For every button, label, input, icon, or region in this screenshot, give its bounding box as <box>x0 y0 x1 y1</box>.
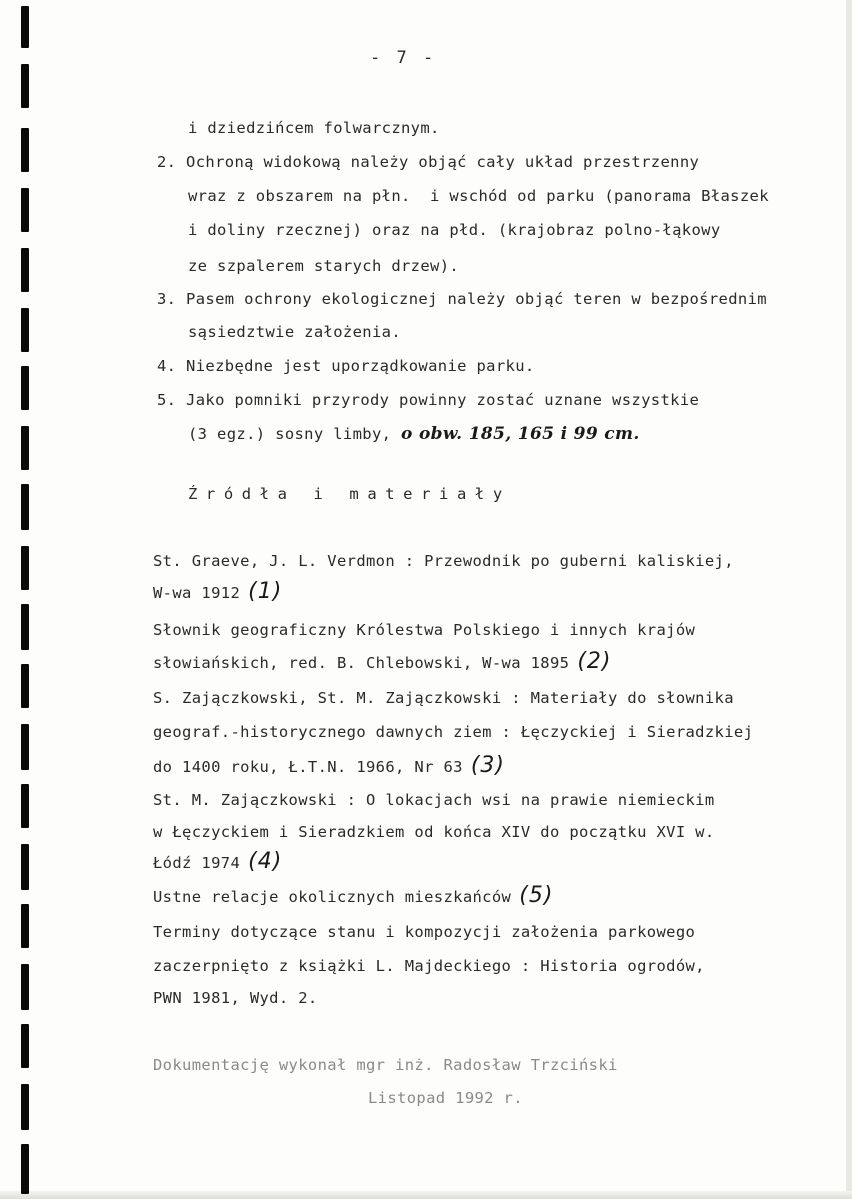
list-item-continuation: i dziedzińcem folwarcznym. <box>188 119 440 137</box>
binder-hole-mark <box>21 6 29 48</box>
binder-hole-mark <box>21 546 29 590</box>
page-edge-shadow <box>846 0 852 1199</box>
source-line: Słownik geograficzny Królestwa Polskiego i innych krajów <box>153 621 696 639</box>
list-item-3-line: sąsiedztwie założenia. <box>188 323 401 341</box>
handwritten-reference: (2) <box>577 649 612 674</box>
source-line: w Łęczyckiem i Sieradzkiem od końca XIV do początku XVI w. <box>153 823 715 841</box>
binder-hole-mark <box>21 664 29 708</box>
source-text: Łódź 1974 <box>153 854 241 872</box>
source-text: W-wa 1912 <box>153 584 241 602</box>
list-item-2-line: ze szpalerem starych drzew). <box>188 257 460 275</box>
binder-hole-mark <box>21 128 29 172</box>
author-credit: Dokumentację wykonał mgr inż. Radosław Trzciński <box>153 1056 618 1074</box>
handwritten-reference: (1) <box>248 579 283 604</box>
binder-hole-mark <box>21 1024 29 1068</box>
page-bottom-edge <box>0 1191 852 1199</box>
source-text: do 1400 roku, Ł.T.N. 1966, Nr 63 <box>153 758 463 776</box>
list-item-4: 4. Niezbędne jest uporządkowanie parku. <box>157 357 535 375</box>
document-date: Listopad 1992 r. <box>368 1089 523 1107</box>
list-item-5: 5. Jako pomniki przyrody powinny zostać uznane wszystkie <box>157 391 700 409</box>
handwritten-annotation: o obw. 185, 165 i 99 cm. <box>401 424 640 444</box>
handwritten-reference: (5) <box>519 883 554 908</box>
handwritten-reference: (3) <box>470 753 505 778</box>
binder-hole-mark <box>21 844 29 890</box>
list-item-3: 3. Pasem ochrony ekologicznej należy objąć teren w bezpośrednim <box>157 290 767 308</box>
source-line: S. Zajączkowski, St. M. Zajączkowski : Materiały do słownika <box>153 689 734 707</box>
source-line: geograf.-historycznego dawnych ziem : Łęczyckiej i Sieradzkiej <box>153 723 754 741</box>
binder-hole-mark <box>21 308 29 352</box>
source-line <box>153 849 283 874</box>
source-line: St. Graeve, J. L. Verdmon : Przewodnik po guberni kaliskiej, <box>153 552 734 570</box>
source-line: zaczerpnięto z książki L. Majdeckiego : Historia ogrodów, <box>153 957 705 975</box>
list-item-2-line: i doliny rzecznej) oraz na płd. (krajobraz polno-łąkowy <box>188 221 721 239</box>
binder-hole-mark <box>21 484 29 530</box>
source-line <box>153 883 554 908</box>
binder-hole-mark <box>21 248 29 292</box>
binder-hole-mark <box>21 784 29 828</box>
source-line: Terminy dotyczące stanu i kompozycji założenia parkowego <box>153 923 696 941</box>
binder-hole-mark <box>21 64 29 108</box>
typed-text: (3 egz.) sosny limby, <box>188 425 392 443</box>
binder-hole-mark <box>21 188 29 232</box>
list-item-2-line: wraz z obszarem na płn. i wschód od parku (panorama Błaszek <box>188 187 769 205</box>
source-line: St. M. Zajączkowski : O lokacjach wsi na prawie niemieckim <box>153 791 715 809</box>
binder-hole-mark <box>21 426 29 470</box>
section-heading-sources: Źródła i materiały <box>188 485 511 503</box>
binder-hole-mark <box>21 366 29 410</box>
handwritten-reference: (4) <box>248 849 283 874</box>
list-item-5-line <box>188 424 640 444</box>
source-text: słowiańskich, red. B. Chlebowski, W-wa 1895 <box>153 654 570 672</box>
binder-hole-mark <box>21 724 29 770</box>
binder-hole-mark <box>21 1084 29 1130</box>
source-line: PWN 1981, Wyd. 2. <box>153 989 318 1007</box>
source-line <box>153 649 612 674</box>
binder-hole-mark <box>21 904 29 948</box>
source-text: Ustne relacje okolicznych mieszkańców <box>153 888 512 906</box>
list-item-2: 2. Ochroną widokową należy objąć cały układ przestrzenny <box>157 153 700 171</box>
binder-hole-mark <box>21 604 29 650</box>
binder-hole-mark <box>21 964 29 1010</box>
source-line <box>153 753 505 778</box>
page-number: - 7 - <box>370 48 437 68</box>
source-line <box>153 579 283 604</box>
binder-hole-mark <box>21 1144 29 1194</box>
